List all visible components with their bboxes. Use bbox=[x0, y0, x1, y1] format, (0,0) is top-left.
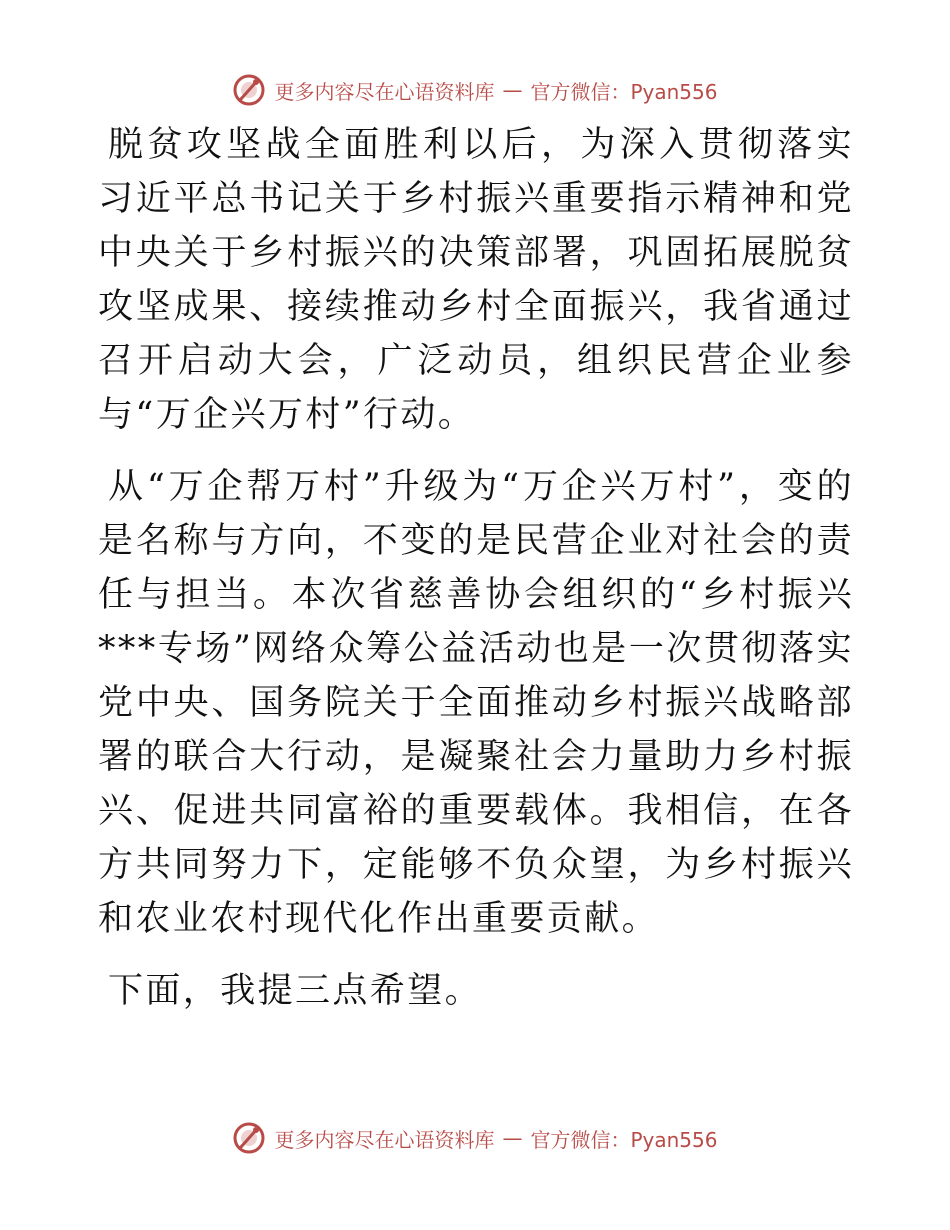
banner-text: 更多内容尽在心语资料库 bbox=[274, 1127, 495, 1152]
banner-contact: 官方微信：Pyan556 bbox=[530, 1127, 718, 1152]
document-body bbox=[98, 118, 854, 1036]
banner-separator: — bbox=[502, 1126, 523, 1150]
banner-contact: 官方微信：Pyan556 bbox=[530, 79, 718, 104]
paragraph-2: 从“万企帮万村”升级为“万企兴万村”，变的是名称与方向，不变的是民营企业对社会的责任与担当。本次省慈善协会组织的“乡村振兴***专场”网络众筹公益活动也是一次贯彻落实党中央、国务院关于全面推动乡村振兴战略部署的联合大行动，是凝聚社会力量助力乡村振兴、促进共同富裕的重要载体。我相信，在各方共同努力下，定能够不负众望，为乡村振兴和农业农村现代化作出重要贡献。 bbox=[98, 467, 854, 939]
banner-separator: — bbox=[502, 78, 523, 102]
banner-text: 更多内容尽在心语资料库 bbox=[274, 79, 495, 104]
paragraph-1: 脱贫攻坚战全面胜利以后，为深入贯彻落实习近平总书记关于乡村振兴重要指示精神和党中央关于乡村振兴的决策部署，巩固拓展脱贫攻坚成果、接续推动乡村全面振兴，我省通过召开启动大会，广泛动员，组织民营企业参与“万企兴万村”行动。 bbox=[98, 125, 854, 435]
footer-watermark bbox=[0, 1118, 950, 1158]
paragraph-3: 下面，我提三点希望。 bbox=[108, 971, 483, 1011]
header-watermark bbox=[0, 70, 950, 110]
seal-logo-icon bbox=[232, 73, 266, 107]
seal-logo-icon bbox=[232, 1121, 266, 1155]
